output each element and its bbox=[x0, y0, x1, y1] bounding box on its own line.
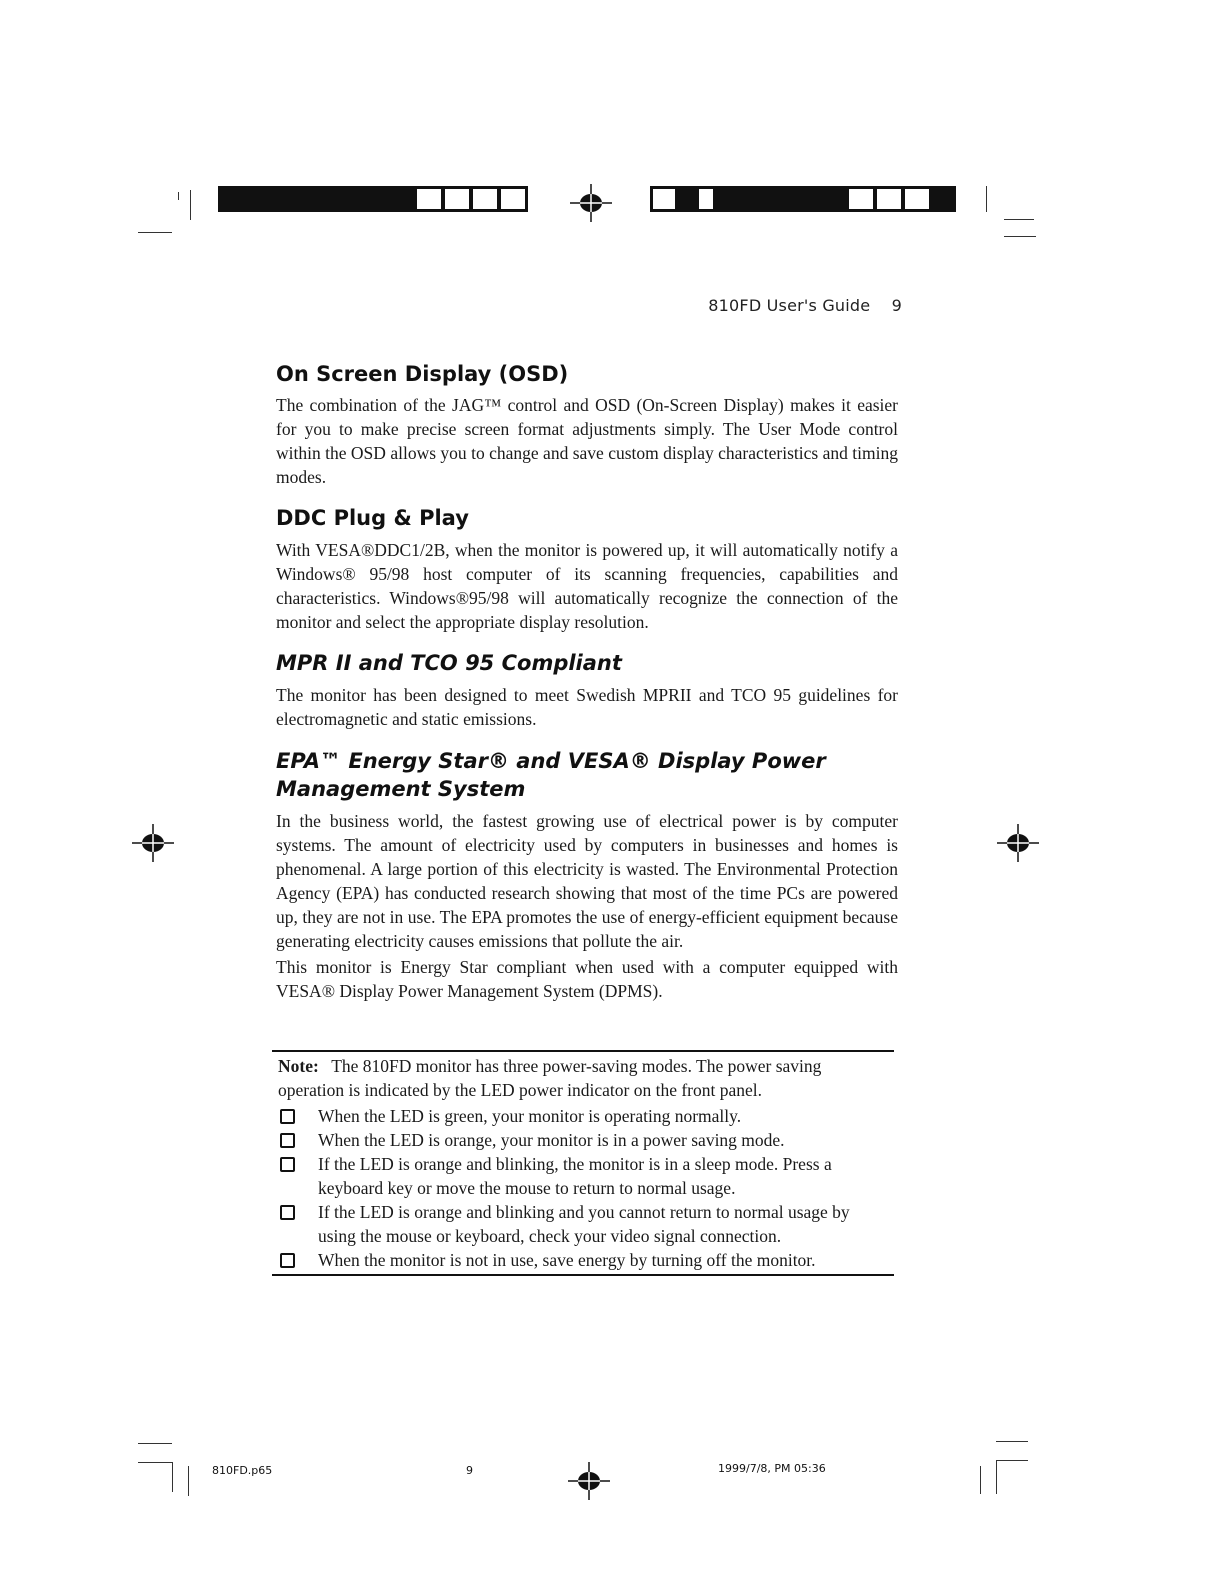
checkbox-icon bbox=[280, 1205, 295, 1220]
section-body-mpr: The monitor has been designed to meet Swedish MPRII and TCO 95 guidelines for electromagnetic and static emissions. bbox=[276, 685, 898, 729]
density-bar-end bbox=[930, 186, 956, 212]
checkbox-icon bbox=[280, 1133, 295, 1148]
density-box bbox=[414, 186, 444, 212]
registration-mark-icon bbox=[568, 180, 614, 226]
note-item-text: If the LED is orange and blinking, the monitor is in a sleep mode. Press a keyboard key or move the mouse to return to normal usage. bbox=[318, 1154, 832, 1198]
crop-mark bbox=[996, 1460, 997, 1494]
density-box bbox=[874, 186, 904, 212]
crop-mark bbox=[996, 1460, 1028, 1461]
density-box bbox=[650, 186, 678, 212]
note-item-text: When the monitor is not in use, save energy by turning off the monitor. bbox=[318, 1250, 816, 1270]
crop-mark bbox=[1004, 236, 1036, 237]
density-box bbox=[846, 186, 876, 212]
footer-timestamp: 1999/7/8, PM 05:36 bbox=[718, 1462, 826, 1475]
registration-mark-icon bbox=[566, 1458, 612, 1504]
checkbox-icon bbox=[280, 1157, 295, 1172]
note-list-item bbox=[278, 1104, 888, 1128]
density-box bbox=[696, 186, 716, 212]
crop-mark bbox=[178, 192, 179, 200]
running-head-title: 810FD User's Guide bbox=[708, 296, 871, 315]
note-list-item bbox=[278, 1200, 888, 1248]
note-item-text: When the LED is orange, your monitor is in a power saving mode. bbox=[318, 1130, 785, 1150]
running-head-page-number: 9 bbox=[891, 296, 902, 315]
footer-page: 9 bbox=[466, 1464, 473, 1477]
crop-mark bbox=[138, 1443, 172, 1444]
checkbox-icon bbox=[280, 1253, 295, 1268]
crop-mark bbox=[172, 1462, 173, 1492]
note-item-text: If the LED is orange and blinking and you cannot return to normal usage by using the mouse or keyboard, check your video signal connection. bbox=[318, 1202, 850, 1246]
footer-file-name: 810FD.p65 bbox=[212, 1464, 273, 1477]
note-list-item bbox=[278, 1152, 888, 1200]
running-head bbox=[640, 296, 902, 315]
section-heading-epa-line2: Management System bbox=[276, 777, 526, 801]
checkbox-icon bbox=[280, 1109, 295, 1124]
note-list-item bbox=[278, 1248, 888, 1272]
crop-mark bbox=[996, 1441, 1028, 1442]
crop-mark bbox=[980, 1466, 981, 1494]
section-body-ddc: With VESA®DDC1/2B, when the monitor is powered up, it will automatically notify a Windows® 95/98 host computer of its scanning frequencies, capabilities and characteristics. Windows®95/98 will automatically recognize the connection of the monitor and select the appropriate display resolution. bbox=[276, 540, 898, 632]
registration-mark-icon bbox=[130, 820, 176, 866]
density-bar-left bbox=[218, 186, 414, 212]
section-heading-epa-line1: EPA™ Energy Star® and VESA® Display Power bbox=[276, 749, 826, 773]
density-box bbox=[470, 186, 500, 212]
density-box bbox=[902, 186, 932, 212]
crop-mark bbox=[138, 1462, 172, 1463]
crop-mark bbox=[188, 1466, 189, 1496]
density-box bbox=[442, 186, 472, 212]
registration-mark-icon bbox=[995, 820, 1041, 866]
note-intro-block bbox=[278, 1054, 888, 1102]
section-body-epa-compliance: This monitor is Energy Star compliant when used with a computer equipped with VESA® Display Power Management System (DPMS). bbox=[276, 957, 898, 1001]
note-list-item bbox=[278, 1128, 888, 1152]
crop-mark bbox=[190, 190, 191, 220]
note-list bbox=[278, 1104, 888, 1272]
main-content bbox=[276, 360, 898, 1003]
section-body-epa: In the business world, the fastest growing use of electrical power is by computer systems. The amount of electricity used by computers in businesses and homes is phenomenal. A large portion of this electricity is wasted. The Environmental Protection Agency (EPA) has conducted research showing that most of the time PCs are powered up, they are not in use. The EPA promotes the use of energy-efficient equipment because generating electricity causes emissions that pollute the air. bbox=[276, 811, 898, 951]
density-box bbox=[676, 186, 698, 212]
note-top-rule bbox=[272, 1050, 894, 1052]
section-body-osd: The combination of the JAG™ control and OSD (On-Screen Display) makes it easier for you to make precise screen format adjustments simply. The User Mode control within the OSD allows you to change and save custom display characteristics and timing modes. bbox=[276, 395, 898, 487]
note-intro: The 810FD monitor has three power-saving modes. The power saving operation is indicated by the LED power indicator on the front panel. bbox=[278, 1056, 822, 1100]
note-item-text: When the LED is green, your monitor is operating normally. bbox=[318, 1106, 742, 1126]
section-heading-ddc: DDC Plug & Play bbox=[276, 506, 469, 530]
crop-mark bbox=[138, 232, 172, 233]
crop-mark bbox=[1004, 219, 1034, 220]
note-label: Note: bbox=[278, 1056, 319, 1076]
density-box bbox=[498, 186, 528, 212]
note-box bbox=[278, 1054, 888, 1272]
section-heading-osd: On Screen Display (OSD) bbox=[276, 362, 569, 386]
crop-mark bbox=[986, 186, 987, 212]
section-heading-mpr: MPR II and TCO 95 Compliant bbox=[276, 651, 622, 675]
note-bottom-rule bbox=[272, 1274, 894, 1276]
density-bar-right bbox=[714, 186, 848, 212]
